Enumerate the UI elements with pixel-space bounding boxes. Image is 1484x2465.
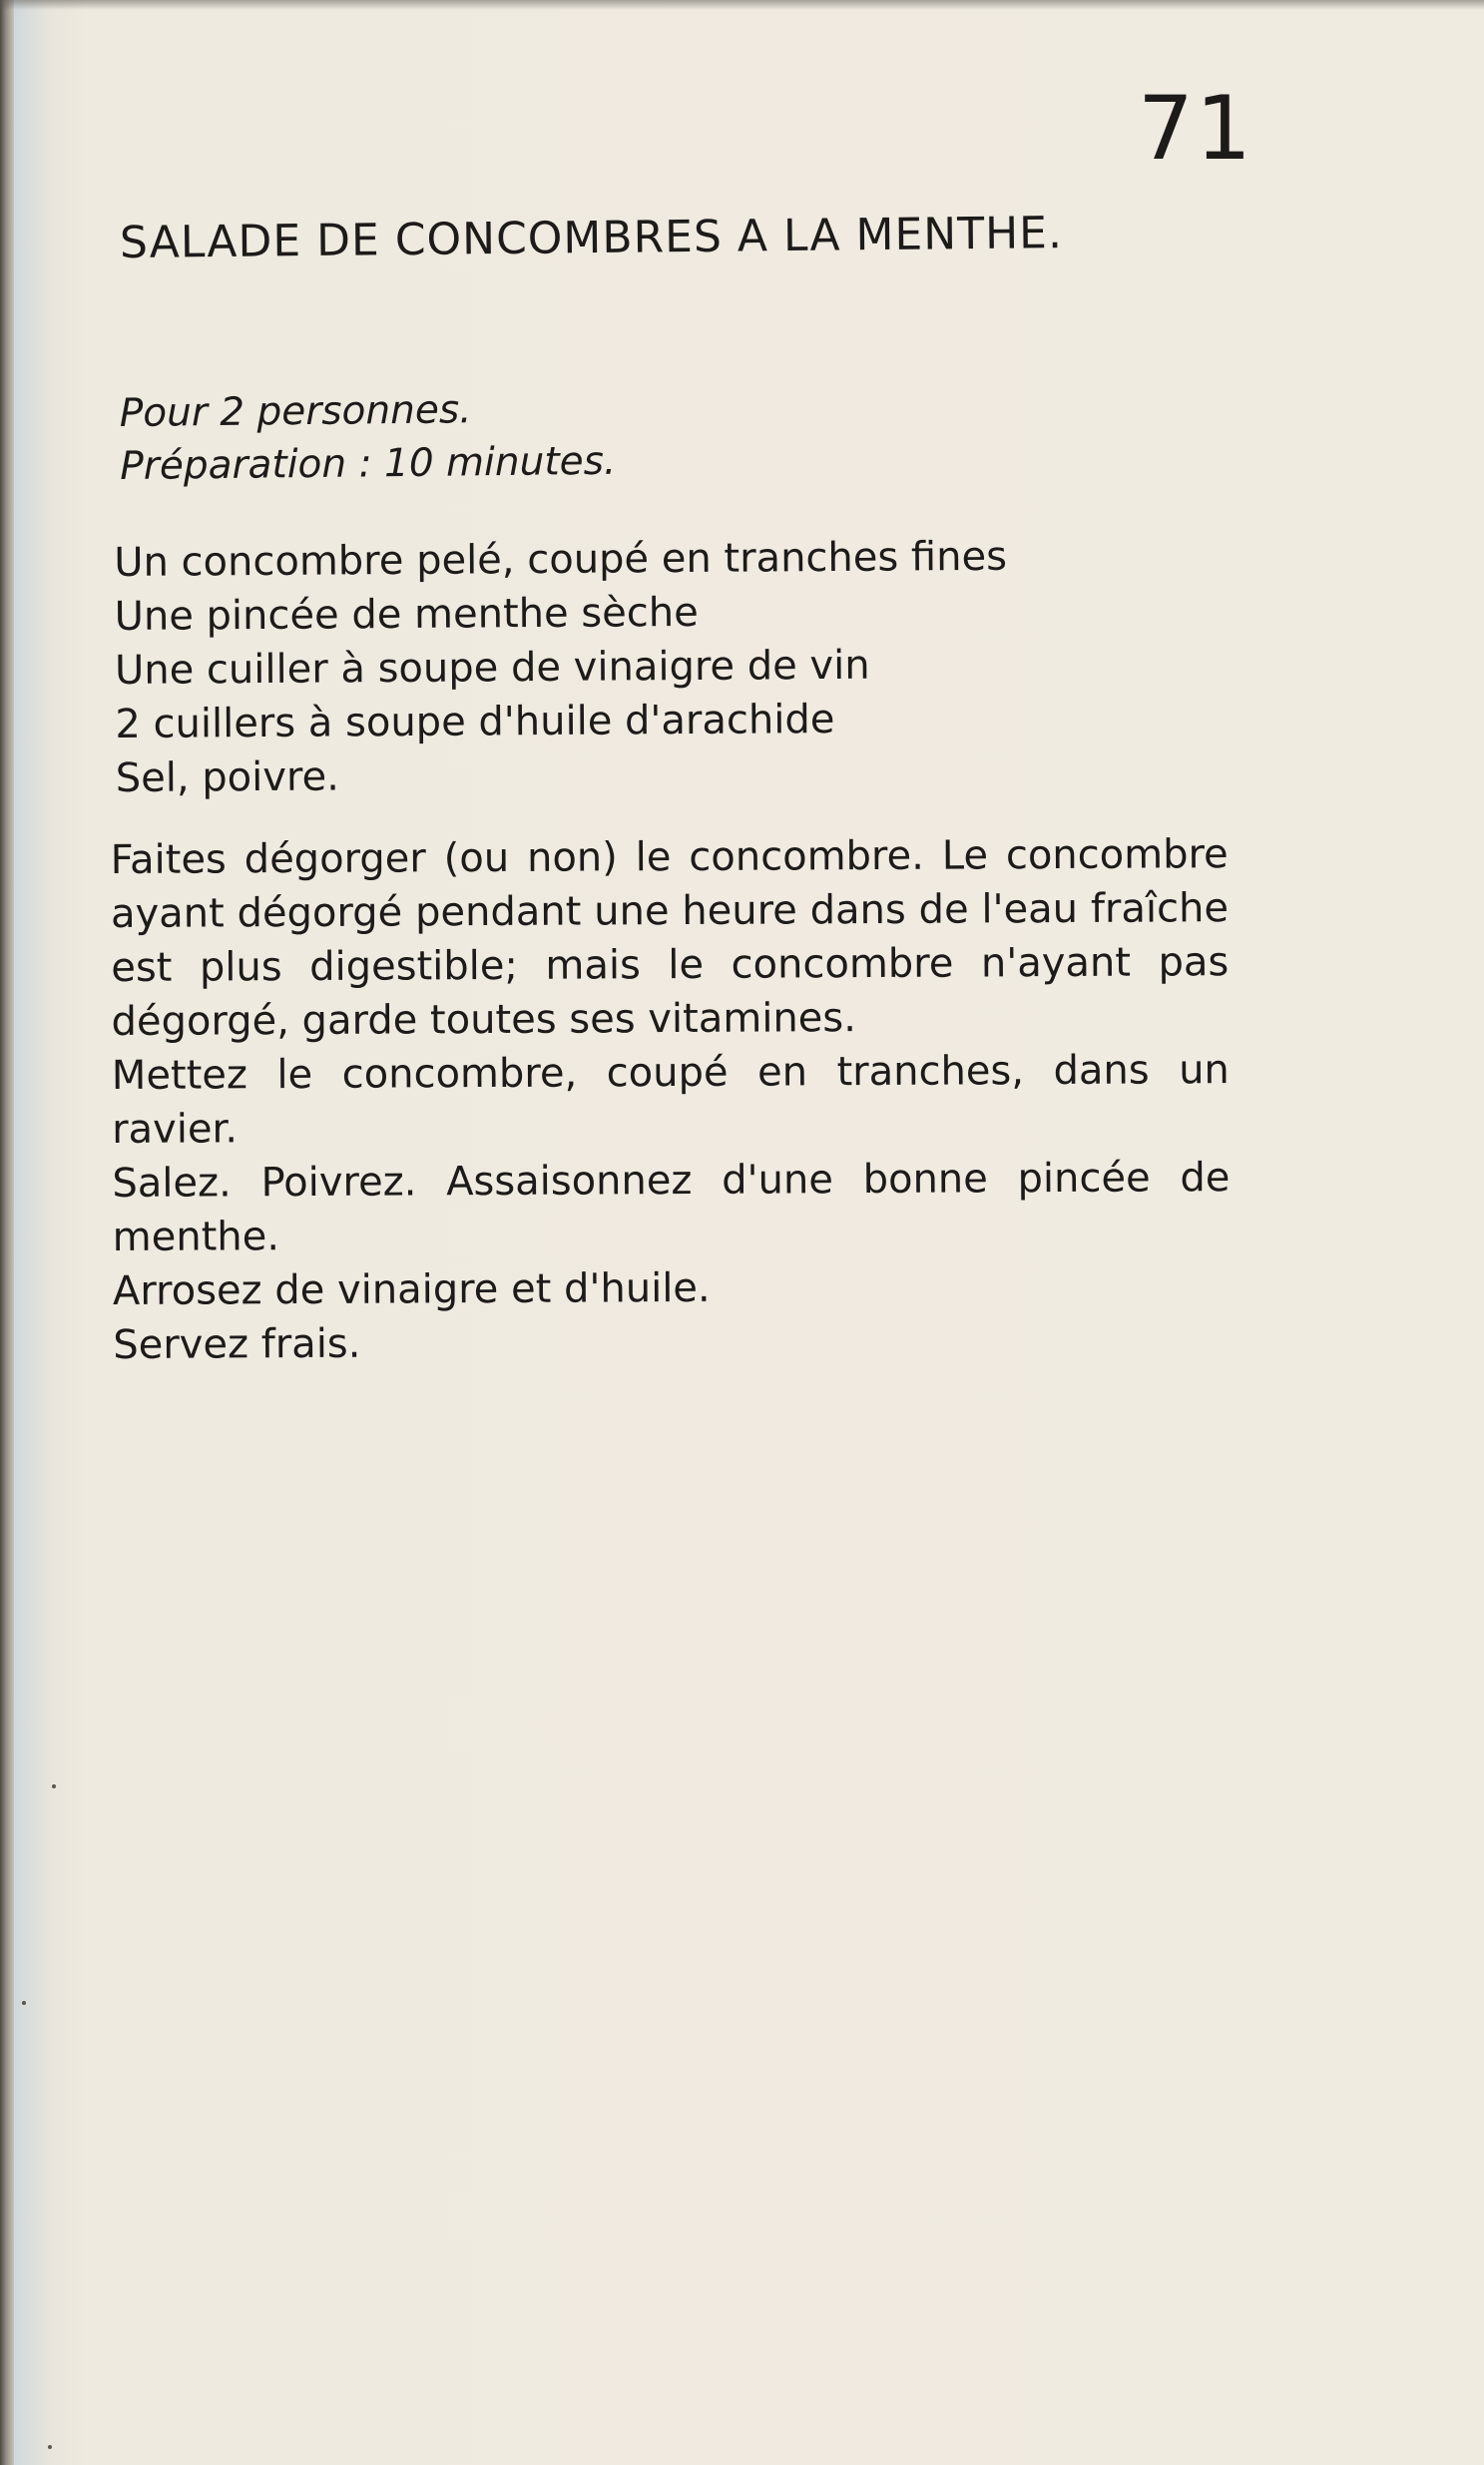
method-paragraph: Arrosez de vinaigre et d'huile. [112, 1264, 711, 1314]
recipe-method [111, 827, 1232, 1372]
page-number: 71 [1138, 77, 1253, 180]
recipe-title: SALADE DE CONCOMBRES A LA MENTHE. [119, 208, 1064, 268]
page-top-shadow [0, 0, 1484, 10]
paper-speck [48, 2445, 52, 2449]
ingredient-line: Un concombre pelé, coupé en tranches fines [114, 533, 1008, 587]
ingredients-list [114, 530, 1009, 805]
method-paragraph: Faites dégorger (ou non) le concombre. Le concombre ayant dégorgé pendant une heure dans de l'eau fraîche est plus digestible; mais le concombre n'ayant pas dégorgé, garde toutes ses vitamines. [110, 831, 1230, 1046]
page-spine-edge [0, 0, 14, 2465]
method-paragraph: Servez frais. [113, 1320, 361, 1368]
method-paragraph: Mettez le concombre, coupé en tranches, dans un ravier. [111, 1047, 1230, 1153]
recipe-meta [119, 382, 616, 493]
servings-line: Pour 2 personnes. [119, 387, 472, 437]
paper-speck [52, 1784, 56, 1788]
ingredient-line: Une pincée de menthe sèche [114, 589, 699, 641]
method-paragraph: Salez. Poivrez. Assaisonnez d'une bonne pincée de menthe. [112, 1155, 1231, 1260]
ingredient-line: Une cuiller à soupe de vinaigre de vin [114, 642, 870, 694]
ingredient-line: Sel, poivre. [115, 753, 340, 801]
page-spine-shadow [14, 0, 74, 2465]
preparation-time-line: Préparation : 10 minutes. [120, 438, 617, 489]
paper-speck [22, 2001, 26, 2005]
ingredient-line: 2 cuillers à soupe d'huile d'arachide [115, 696, 835, 747]
